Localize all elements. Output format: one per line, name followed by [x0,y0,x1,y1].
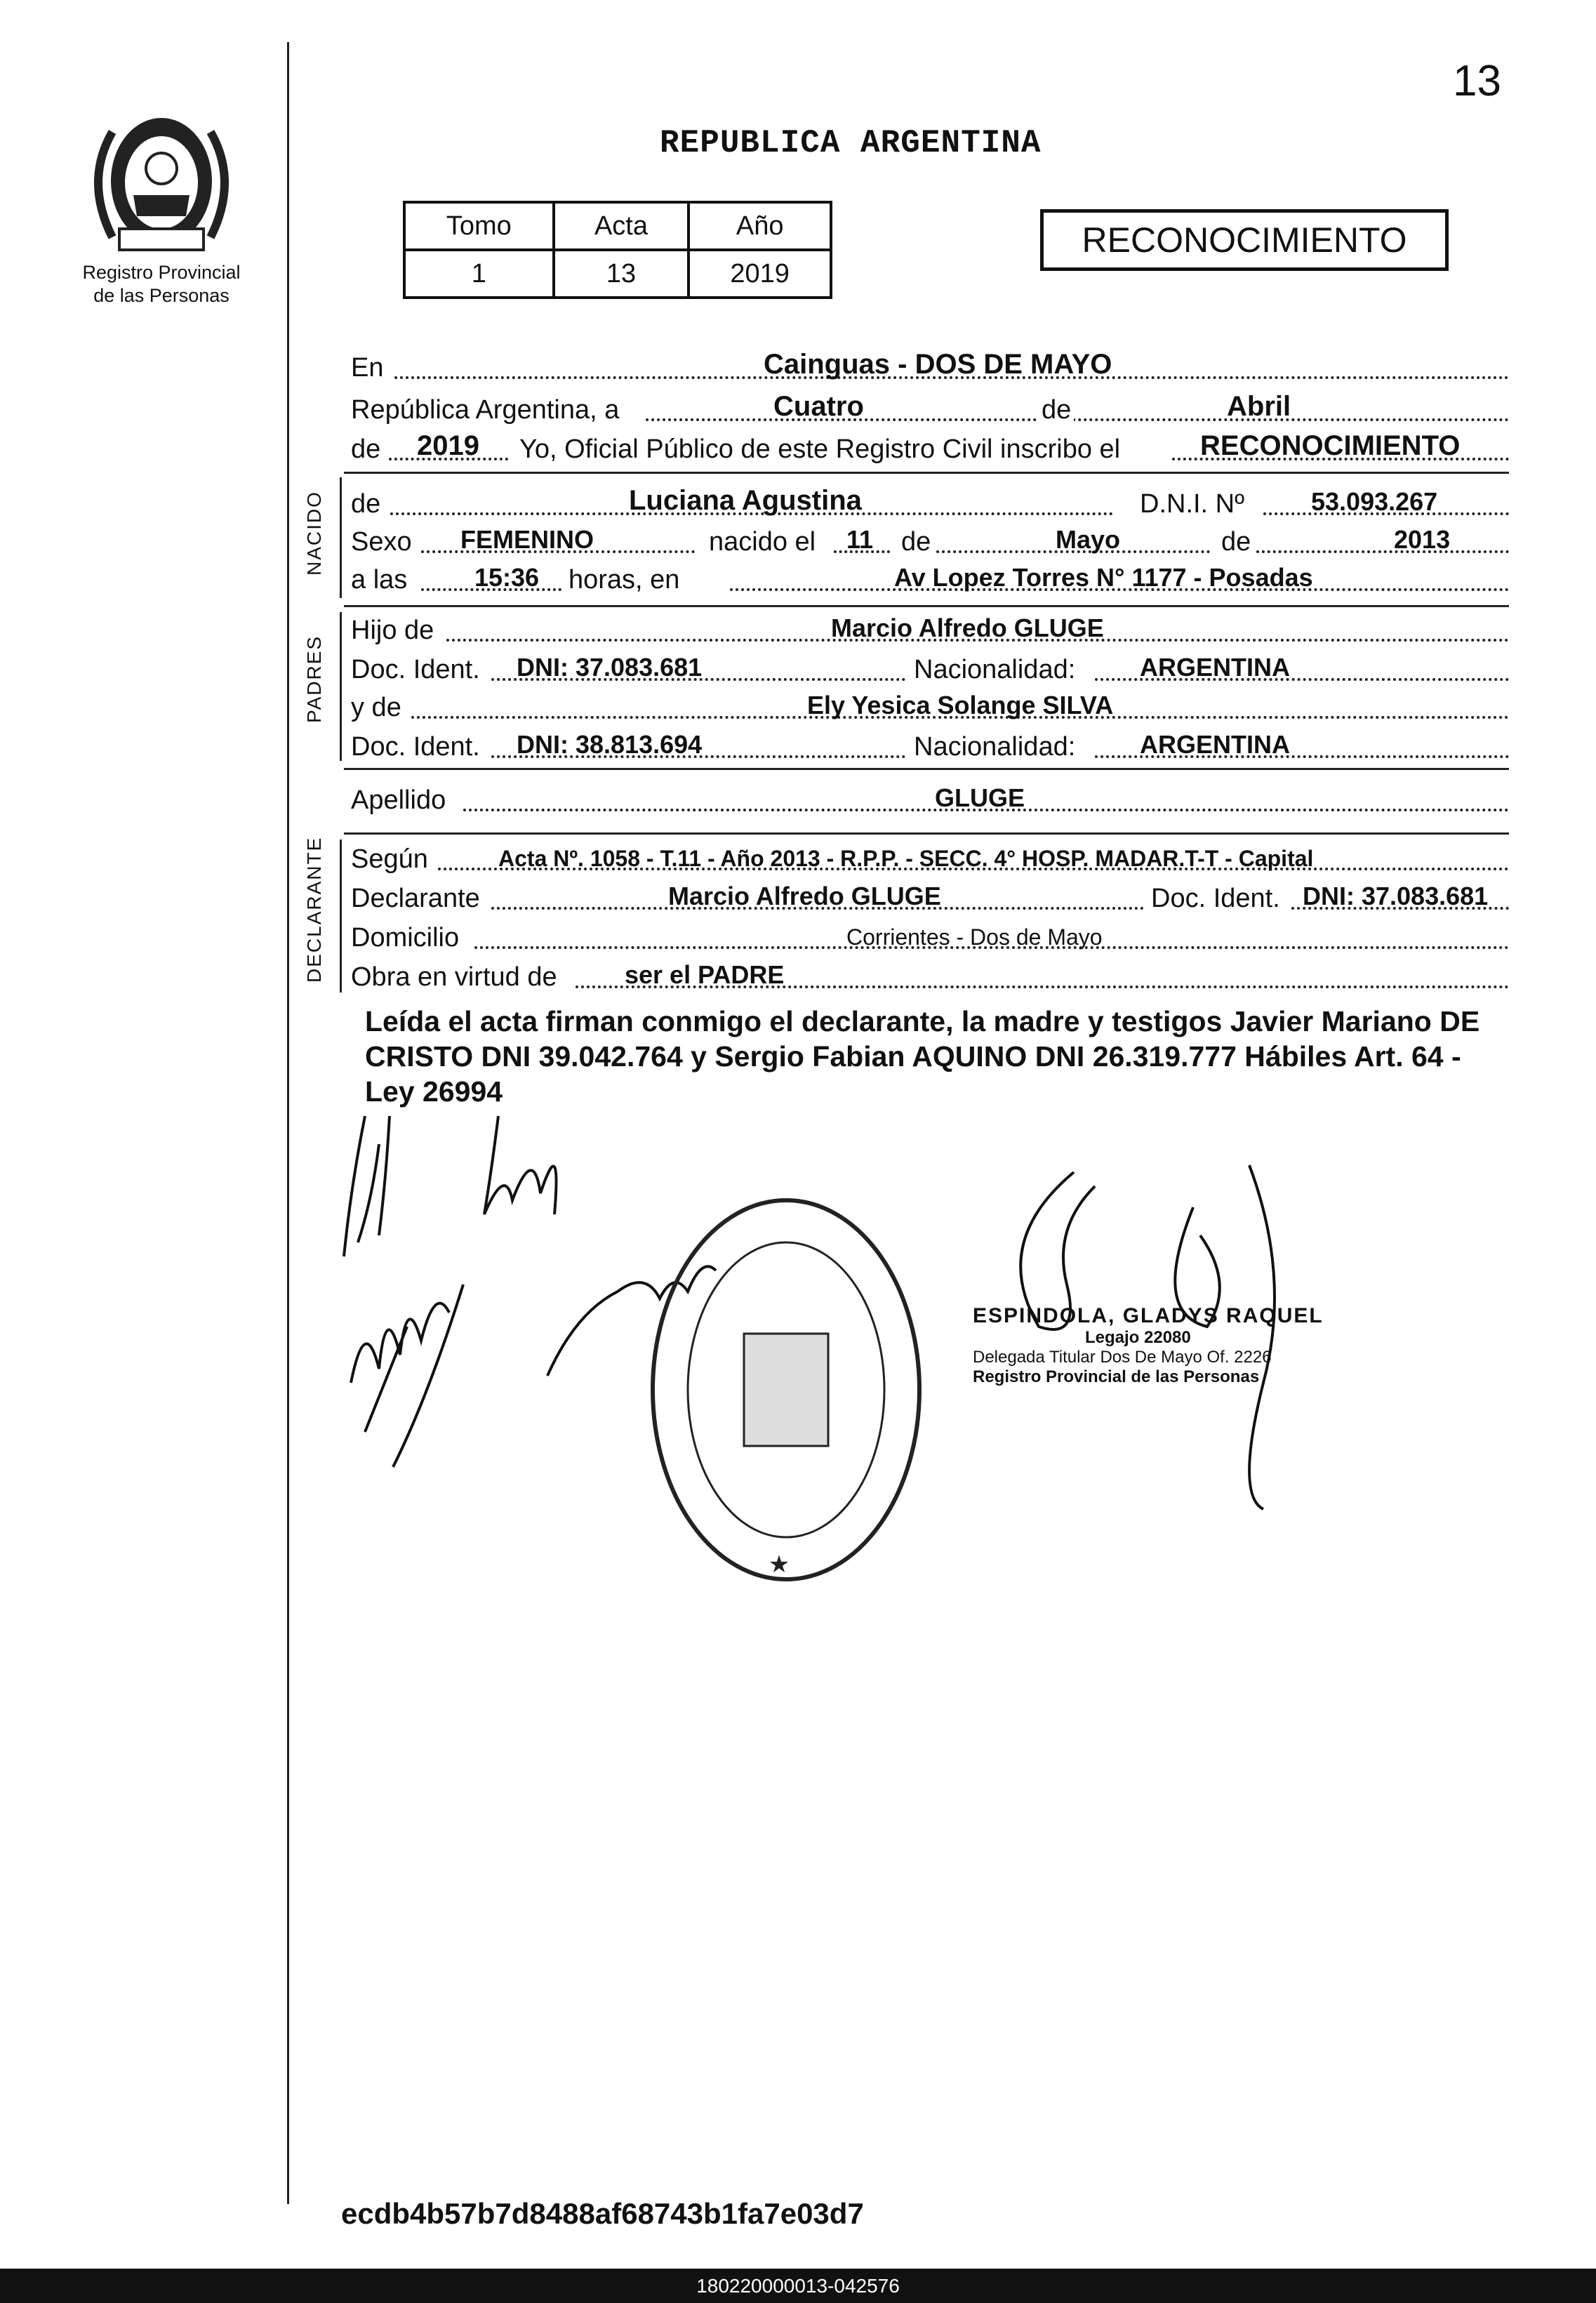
field-label: Domicilio [351,923,460,953]
field-label: Sexo [351,527,412,557]
signature-3 [351,1285,463,1467]
field-value: Mayo [1056,525,1121,554]
stamp-role: Delegada Titular Dos De Mayo Of. 2226 [973,1348,1272,1367]
row-domicilio [351,918,1509,956]
svg-text:★: ★ [768,1551,790,1578]
row-obra [351,957,1509,995]
province-seal-logo [70,104,253,265]
table-header: Tomo [404,202,554,250]
row-name [351,484,1509,522]
field-value: Marcio Alfredo GLUGE [831,613,1104,642]
record-table [403,201,832,299]
field-value: ARGENTINA [1140,730,1290,759]
official-stamp [973,1304,1394,1387]
field-value: DNI: 37.083.681 [517,653,703,682]
field-label: Hijo de [351,616,434,645]
field-label: horas, en [568,565,680,595]
field-label: Según [351,844,428,874]
field-label: de [901,527,931,557]
field-value: GLUGE [935,783,1025,812]
field-label: Nacionalidad: [914,655,1076,684]
row-en [351,348,1509,386]
field-value: Cainguas - DOS DE MAYO [764,349,1112,380]
field-value: ser el PADRE [625,960,785,989]
stamp-legajo: Legajo 22080 [1085,1328,1191,1347]
section-rule [340,839,342,993]
signature-1 [344,1116,390,1256]
section-rule [340,477,342,598]
divider [344,605,1509,607]
field-value: Cuatro [773,391,864,422]
row-father [351,611,1509,649]
section-label-nacido: NACIDO [303,491,325,576]
field-value: Ely Yesica Solange SILVA [807,691,1114,719]
field-label: Obra en virtud de [351,962,557,992]
field-value: DNI: 37.083.681 [1303,882,1489,910]
registry-caption: Registro Provincial de las Personas [82,262,241,306]
row-sex-birth [351,522,1509,560]
table-header: Acta [554,202,689,250]
field-label: D.N.I. Nº [1140,489,1244,519]
field-label: Doc. Ident. [351,655,480,684]
footer-code-bar: 180220000013-042576 [0,2269,1596,2303]
row-year [351,430,1509,467]
section-label-padres: PADRES [303,635,325,723]
row-father-doc [351,650,1509,688]
row-segun [351,839,1509,877]
field-value: Acta Nº. 1058 - T.11 - Año 2013 - R.P.P. - SECC. 4° HOSP. MADAR.T-T - Capital [498,846,1314,871]
stamp-org: Registro Provincial de las Personas [973,1367,1260,1386]
page-number: 13 [1453,57,1501,105]
row-date [351,390,1509,428]
divider [344,832,1509,835]
stamp-name: ESPINDOLA, GLADYS RAQUEL [973,1304,1324,1327]
field-value: 2013 [1394,525,1451,554]
field-label: Doc. Ident. [351,732,480,762]
row-declarante [351,879,1509,917]
field-label: de [351,489,381,519]
field-label: Yo, Oficial Público de este Registro Civil inscribo el [519,434,1121,464]
field-label: Nacionalidad: [914,732,1076,762]
field-label: de [1221,527,1251,557]
field-label: a las [351,565,408,595]
signature-2 [484,1116,557,1214]
field-label: Declarante [351,884,480,913]
table-cell: 1 [404,250,554,298]
divider [344,472,1509,474]
document-hash: ecdb4b57b7d8488af68743b1fa7e03d7 [341,2197,864,2230]
field-value: RECONOCIMIENTO [1200,430,1461,461]
left-margin-rule [287,42,289,2204]
field-value: 11 [846,525,874,554]
field-value: DNI: 38.813.694 [517,730,703,759]
field-value: 2019 [417,430,479,461]
section-rule [340,612,342,761]
field-label: Apellido [351,785,446,815]
field-value: Corrientes - Dos de Mayo [846,924,1103,950]
section-label-declarante: DECLARANTE [303,836,325,983]
registry-round-seal [646,1193,926,1586]
field-label: República Argentina, a [351,395,620,425]
closing-statement: Leída el acta firman conmigo el declarante, la madre y testigos Javier Mariano DE CRISTO DNI 39.042.764 y Sergio Fabian AQUINO DNI 26.319.777 Hábiles Art. 64 - Ley 26994 [365,1005,1480,1108]
table-cell: 13 [554,250,689,298]
field-value: Av Lopez Torres N° 1177 - Posadas [894,563,1313,592]
row-time-place [351,560,1509,598]
field-value: Marcio Alfredo GLUGE [668,882,941,910]
field-label: y de [351,693,401,722]
field-value: Luciana Agustina [629,485,862,516]
field-value: FEMENINO [460,525,594,554]
field-value: ARGENTINA [1140,653,1290,682]
table-cell: 2019 [689,250,831,298]
field-label: En [351,353,384,383]
field-value: 15:36 [474,563,540,592]
field-value: 53.093.267 [1311,487,1438,516]
row-surname [351,781,1509,818]
field-label: nacido el [709,527,816,557]
row-mother [351,688,1509,726]
document-title: REPUBLICA ARGENTINA [660,125,1042,161]
table-header: Año [689,202,831,250]
field-label: de [351,434,381,464]
row-mother-doc [351,727,1509,765]
field-label: de [1039,395,1074,425]
field-value: Abril [1227,391,1291,422]
field-label: Doc. Ident. [1151,884,1280,913]
document-type-box: RECONOCIMIENTO [1040,209,1449,271]
divider [344,768,1509,770]
